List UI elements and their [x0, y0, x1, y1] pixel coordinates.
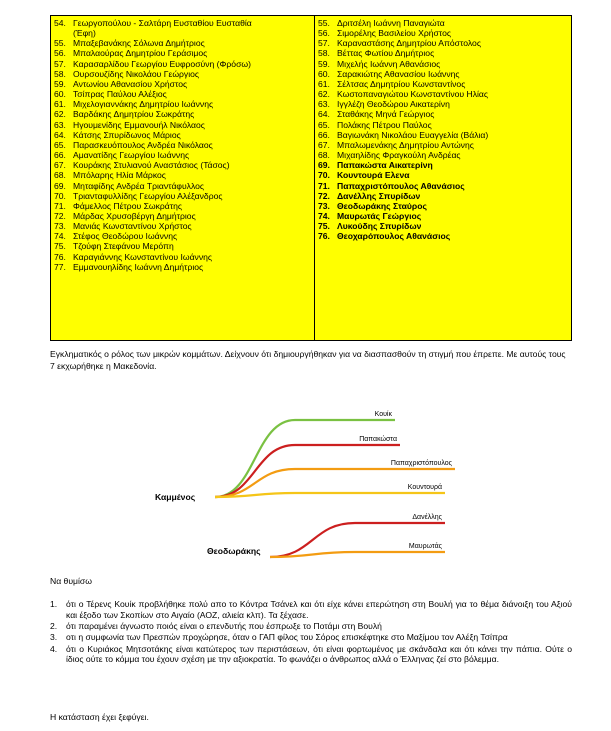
- name-entry: [318, 150, 568, 160]
- name-entry: [54, 48, 311, 58]
- entry-name: (Έφη): [73, 28, 96, 39]
- entry-number: 56.: [318, 28, 330, 39]
- entry-number: 66.: [318, 129, 330, 140]
- entry-number: 74.: [318, 210, 330, 221]
- reminder-item: [50, 599, 572, 621]
- entry-name: Αμανατίδης Γεωργίου Ιωάννης: [73, 150, 190, 161]
- entry-number: 73.: [318, 200, 330, 211]
- entry-number: 76.: [54, 251, 66, 262]
- name-entry: [54, 262, 311, 272]
- entry-name: Πολάκης Πέτρου Παύλος: [337, 119, 432, 130]
- name-entry: [318, 201, 568, 211]
- entry-number: 60.: [318, 68, 330, 79]
- name-entry: [318, 38, 568, 48]
- name-entry: [54, 201, 311, 211]
- entry-name: Μιχαηλίδης Φραγκούλη Ανδρέας: [337, 150, 461, 161]
- name-entry: [318, 130, 568, 140]
- entry-number: 59.: [318, 58, 330, 69]
- entry-name: Δριτσέλη Ιωάννη Παναγιώτα: [337, 18, 445, 28]
- entry-number: 54.: [54, 18, 66, 28]
- entry-number: 66.: [54, 150, 66, 161]
- name-entry: [54, 109, 311, 119]
- entry-number: 57.: [54, 58, 66, 69]
- reminder-number: 2.: [50, 621, 58, 632]
- flow-target-label: Παπακώστα: [359, 436, 397, 443]
- entry-number: 75.: [54, 241, 66, 252]
- entry-name: Παπακώστα Αικατερίνη: [337, 160, 433, 171]
- entry-name: Ουρσουζίδης Νικολάου Γεώργιος: [73, 68, 200, 79]
- name-entry: [54, 191, 311, 201]
- entry-number: 60.: [54, 89, 66, 100]
- name-entry: [54, 160, 311, 170]
- entry-number: 68.: [54, 170, 66, 181]
- entry-number: 61.: [318, 78, 330, 89]
- name-entry: [54, 38, 311, 48]
- entry-name: Κουράκης Στυλιανού Αναστάσιος (Τάσος): [73, 160, 230, 171]
- entry-number: 63.: [54, 119, 66, 130]
- entry-number: 64.: [54, 129, 66, 140]
- entry-number: 56.: [54, 48, 66, 59]
- entry-name: Βέττας Φωτίου Δημήτριος: [337, 48, 435, 59]
- entry-name: Θεοδωράκης Σταύρος: [337, 200, 427, 211]
- entry-number: 64.: [318, 109, 330, 120]
- entry-name: Καρασαρλίδου Γεωργίου Ευφροσύνη (Φρόσω): [73, 58, 251, 69]
- name-entry: [54, 89, 311, 99]
- name-entry: [54, 241, 311, 251]
- entry-name: Γεωργοπούλου - Σαλτάρη Ευσταθίου Ευσταθία: [73, 18, 252, 28]
- entry-number: 68.: [318, 150, 330, 161]
- names-column-right: [315, 16, 571, 340]
- entry-name: Σταθάκης Μηνά Γεώργιος: [337, 109, 435, 120]
- names-table: [50, 15, 572, 341]
- reminder-text: ότι ο Τέρενς Κουίκ προβλήθηκε πολύ απο το Κόντρα Τσάνελ και ότι είχε κάνει επερώτηση στη Βουλή για το θέμα διάνοιξη του Αξιού και έξοδο των Σκοπίων στο Αιγαίο (ΑΟΖ, αλιεία κλπ). Τα ξέχασε.: [66, 599, 572, 620]
- name-entry: [54, 99, 311, 109]
- name-entry: [318, 140, 568, 150]
- name-entry: [54, 181, 311, 191]
- name-entry: [54, 28, 311, 38]
- name-entry: [318, 170, 568, 180]
- entry-number: 57.: [318, 38, 330, 49]
- entry-name: Τριανταφυλλίδης Γεωργίου Αλέξανδρος: [73, 190, 223, 201]
- name-entry: [318, 109, 568, 119]
- entry-number: 72.: [318, 190, 330, 201]
- source-label-theodorakis: Θεοδωράκης: [207, 546, 261, 556]
- flow-target-label: Παπαχριστόπουλος: [390, 460, 452, 467]
- name-entry: [54, 59, 311, 69]
- entry-number: 58.: [318, 48, 330, 59]
- entry-number: [54, 28, 73, 38]
- flow-target-label: Μαυρωτάς: [408, 543, 442, 550]
- entry-number: 62.: [318, 89, 330, 100]
- entry-number: 62.: [54, 109, 66, 120]
- reminder-text: οτι η συμφωνία των Πρεσπών προχώρησε, όταν ο ΓΑΠ φίλος του Σόρος επισκέφτηκε στο Μαξίμου τον Αλέξη Τσίπρα: [66, 632, 508, 643]
- entry-number: 75.: [318, 221, 330, 232]
- entry-name: Φάμελλος Πέτρου Σωκράτης: [73, 200, 183, 211]
- entry-name: Μπόλαρης Ηλία Μάρκος: [73, 170, 166, 181]
- reminder-item: [50, 632, 572, 643]
- flow-target-label: Κουντουρά: [407, 484, 442, 491]
- name-entry: [318, 99, 568, 109]
- name-entry: [318, 48, 568, 58]
- entry-name: Παπαχριστόπουλος Αθανάσιος: [337, 180, 465, 191]
- entry-number: 69.: [318, 160, 330, 171]
- entry-number: 73.: [54, 221, 66, 232]
- name-entry: [54, 170, 311, 180]
- name-entry: [318, 28, 568, 38]
- defection-diagram: [145, 395, 475, 565]
- intro-paragraph: Εγκληματικός ο ρόλος των μικρών κομμάτων. Δείχνουν ότι δημιουργήθηκαν για να διασπασθούν τη στιγμή που έπρεπε. Με αυτούς τους 7 εκχωρήθηκε η Μακεδονία.: [50, 349, 566, 371]
- entry-number: 58.: [54, 68, 66, 79]
- entry-name: Μιχελογιαννάκης Δημητρίου Ιωάννης: [73, 99, 214, 110]
- closing-paragraph: Η κατάσταση έχει ξεφύγει.: [50, 712, 149, 722]
- name-entry: [54, 69, 311, 79]
- name-entry: [318, 181, 568, 191]
- entry-number: 65.: [54, 139, 66, 150]
- name-entry: [318, 69, 568, 79]
- name-entry: [54, 18, 311, 28]
- entry-name: Θεοχαρόπουλος Αθανάσιος: [337, 231, 451, 242]
- name-entry: [318, 18, 568, 28]
- entry-name: Εμμανουηλίδης Ιωάννη Δημήτριος: [73, 261, 204, 272]
- reminder-list: [50, 599, 572, 666]
- source-label-kammenos: Καμμένος: [155, 492, 196, 502]
- reminder-item: [50, 644, 572, 666]
- reminder-item: [50, 621, 572, 632]
- entry-name: Μπαξεβανάκης Σόλωνα Δημήτριος: [73, 38, 205, 49]
- flow-line-diagram.targets1-3: [215, 493, 445, 497]
- name-entry: [318, 89, 568, 99]
- entry-name: Μπαλωμενάκης Δημητρίου Αντώνης: [337, 139, 474, 150]
- entry-number: 61.: [54, 99, 66, 110]
- entry-number: 59.: [54, 78, 66, 89]
- reminder-title: Να θυμίσω: [50, 576, 92, 586]
- entry-name: Μάρδας Χρυσοβέργη Δημήτριος: [73, 210, 196, 221]
- entry-number: 77.: [54, 261, 66, 272]
- entry-number: 70.: [318, 170, 330, 181]
- name-entry: [54, 120, 311, 130]
- entry-number: 72.: [54, 210, 66, 221]
- flow-target-label: Δανέλλης: [412, 514, 442, 521]
- name-entry: [318, 79, 568, 89]
- entry-name: Τσίπρας Παύλου Αλέξιος: [73, 89, 167, 100]
- entry-name: Μηταφίδης Ανδρέα Τριαντάφυλλος: [73, 180, 205, 191]
- entry-name: Αντωνίου Αθανασίου Χρήστος: [73, 78, 188, 89]
- entry-name: Κουντουρά Ελενα: [337, 170, 410, 181]
- entry-name: Μαυρωτάς Γεώργιος: [337, 210, 422, 221]
- entry-number: 71.: [318, 180, 330, 191]
- entry-name: Βαγιωνάκη Νικολάου Ευαγγελία (Βάλια): [337, 129, 489, 140]
- name-entry: [54, 231, 311, 241]
- reminder-text: ότι ο Κυριάκος Μητσοτάκης είναι κατώτερος των περιστάσεων, ότι είναι φορτωμένος με σκάνδαλα και ότι κάνει την πάπια. Ούτε ο ίδιος ούτε το κόμμα του έχουν σχέση με την αξιοκρατία. Το φωνάζει ο άνθρωπος αλλά ο Έλληνας ζεί στο βόλεμμα.: [66, 643, 572, 665]
- entry-number: 67.: [318, 139, 330, 150]
- entry-number: 67.: [54, 160, 66, 171]
- flow-line-diagram.targets2-1: [270, 552, 445, 557]
- entry-name: Στέφος Θεοδώρου Ιωάννης: [73, 231, 178, 242]
- name-entry: [318, 221, 568, 231]
- entry-name: Λυκούδης Σπυρίδων: [337, 221, 422, 232]
- reminder-number: 1.: [50, 599, 58, 609]
- entry-name: Παρασκευόπουλος Ανδρέα Νικόλαος: [73, 139, 213, 150]
- entry-number: 55.: [318, 18, 330, 28]
- name-entry: [54, 79, 311, 89]
- name-entry: [318, 211, 568, 221]
- entry-name: Σέλτσας Δημητρίου Κωνσταντίνος: [337, 78, 466, 89]
- entry-name: Καραγιάννης Κωνσταντίνου Ιωάννης: [73, 251, 213, 262]
- name-entry: [54, 221, 311, 231]
- name-entry: [54, 140, 311, 150]
- entry-name: Σαρακιώτης Αθανασίου Ιωάννης: [337, 68, 460, 79]
- flow-target-label: Κουίκ: [374, 411, 392, 418]
- entry-name: Σιμορέλης Βασιλείου Χρήστος: [337, 28, 451, 39]
- entry-name: Ηγουμενίδης Εμμανουήλ Νικόλαος: [73, 119, 205, 130]
- names-column-left: [51, 16, 315, 340]
- name-entry: [318, 59, 568, 69]
- reminder-text: ότι παραμένει άγνωστο ποιός είναι ο επενδυτής που έσπρωξε το Ποτάμι στη Βουλή: [66, 621, 382, 632]
- entry-number: 63.: [318, 99, 330, 110]
- entry-number: 65.: [318, 119, 330, 130]
- reminder-number: 3.: [50, 632, 58, 643]
- entry-name: Δανέλλης Σπυρίδων: [337, 190, 421, 201]
- entry-number: 70.: [54, 190, 66, 201]
- reminder-number: 4.: [50, 643, 58, 654]
- name-entry: [54, 211, 311, 221]
- entry-name: Κάτσης Σπυρίδωνος Μάριος: [73, 129, 181, 140]
- entry-number: 55.: [54, 38, 66, 49]
- entry-name: Ιγγλέζη Θεοδώρου Αικατερίνη: [337, 99, 450, 110]
- entry-number: 74.: [54, 231, 66, 242]
- name-entry: [318, 120, 568, 130]
- entry-number: 71.: [54, 200, 66, 211]
- name-entry: [54, 130, 311, 140]
- entry-number: 69.: [54, 180, 66, 191]
- name-entry: [54, 150, 311, 160]
- entry-name: Μιχελής Ιωάννη Αθανάσιος: [337, 58, 441, 69]
- flow-line-diagram.targets1-1: [215, 445, 400, 497]
- entry-name: Βαρδάκης Δημητρίου Σωκράτης: [73, 109, 195, 120]
- name-entry: [318, 191, 568, 201]
- name-entry: [54, 252, 311, 262]
- entry-name: Μανιάς Κωνσταντίνου Χρήστος: [73, 221, 192, 232]
- entry-name: Τζούφη Στεφάνου Μερόπη: [73, 241, 174, 252]
- entry-name: Κωστοπαναγιώτου Κωνσταντίνου Ηλίας: [337, 89, 489, 100]
- name-entry: [318, 231, 568, 241]
- entry-name: Καραναστάσης Δημητρίου Απόστολος: [337, 38, 481, 49]
- name-entry: [318, 160, 568, 170]
- entry-name: Μπαλαούρας Δημητρίου Γεράσιμος: [73, 48, 208, 59]
- entry-number: 76.: [318, 231, 330, 242]
